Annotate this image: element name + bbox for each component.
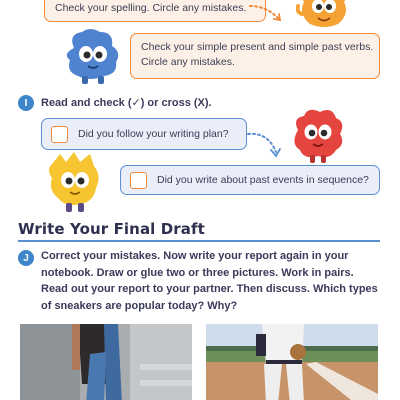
checkbox[interactable] [130, 172, 147, 189]
step-i-instruction: Read and check (✓) or cross (X). [41, 97, 212, 109]
step-j-instruction [41, 248, 381, 314]
blue-mascot-icon [60, 28, 126, 86]
spelling-check-box [44, 0, 266, 22]
baseball-player-photo [206, 324, 378, 400]
red-mascot-icon [288, 108, 346, 164]
step-badge-j: J [18, 250, 34, 266]
instruction-line: Read out your report to your partner. Then discuss. Which types [41, 283, 378, 295]
section-title: Write Your Final Draft [18, 220, 205, 238]
instruction-line: notebook. Draw or glue two or three pictures. Work in pairs. [41, 266, 354, 279]
instruction-line: of sneakers are popular today? Why? [41, 299, 238, 312]
dotted-arrow-middle [246, 130, 286, 160]
verbs-check-box [130, 33, 380, 79]
writing-plan-check-item [41, 118, 247, 150]
checkbox[interactable] [51, 126, 68, 143]
sneakers-photo-street [20, 324, 192, 400]
past-events-check-item [120, 165, 380, 195]
orange-mascot-icon [296, 0, 352, 32]
instruction-line: Correct your mistakes. Now write your report again in your [41, 250, 349, 262]
dotted-arrow-top [248, 2, 288, 24]
verbs-check-line-1: Check your simple present and simple past verbs. [141, 41, 374, 53]
section-divider [18, 240, 380, 242]
step-badge-i: I [18, 95, 34, 111]
yellow-mascot-icon [44, 150, 104, 214]
writing-plan-question: Did you follow your writing plan? [78, 128, 229, 140]
past-events-question: Did you write about past events in sequence? [157, 174, 369, 186]
verbs-check-line-2: Circle any mistakes. [141, 56, 235, 68]
spelling-check-text: Check your spelling. Circle any mistakes. [55, 2, 247, 14]
